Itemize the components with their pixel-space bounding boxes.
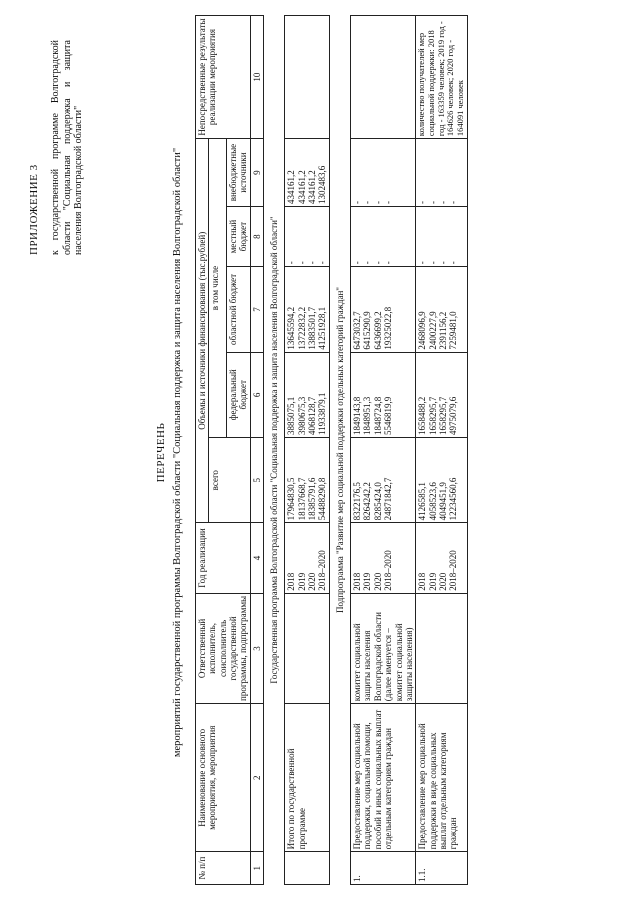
header-name: Наименование основного мероприятия, мероприятия bbox=[196, 704, 251, 852]
document-title: ПЕРЕЧЕНЬ bbox=[155, 422, 167, 483]
row-num: 1.1. bbox=[416, 852, 468, 885]
header-regional: областной бюджет bbox=[227, 267, 251, 352]
col-number: 4 bbox=[250, 523, 263, 593]
row-federal: 3885075,1 3980675,3 4068128,7 11933879,1 bbox=[285, 352, 329, 437]
measures-table bbox=[195, 15, 468, 885]
row-local: - - - - bbox=[285, 206, 329, 266]
col-number: 1 bbox=[250, 852, 263, 885]
col-number: 8 bbox=[250, 206, 263, 266]
appendix-subtitle: к государственной программе Волгоградской области "Социальная поддержка и защита населения Волгоградской области" bbox=[50, 40, 84, 255]
row-total: 17964830,5 18137668,7 18385791,6 54488290,8 bbox=[285, 438, 329, 523]
header-extra: внебюджетные источники bbox=[227, 139, 251, 207]
header-executor: Ответственный исполнитель, соисполнитель государственной программы, подпрограммы bbox=[196, 593, 251, 704]
row-years: 2018 2019 2020 2018–2020 bbox=[285, 523, 329, 593]
row-total: 8322176,5 8264242,2 8285424,0 24871842,7 bbox=[351, 438, 416, 523]
row-num bbox=[285, 852, 329, 885]
row-num: 1. bbox=[351, 852, 416, 885]
header-local: местный бюджет bbox=[227, 206, 251, 266]
header-results: Непосредственные результаты реализации мероприятия bbox=[196, 16, 251, 139]
col-number: 7 bbox=[250, 267, 263, 352]
header-num: № п/п bbox=[196, 852, 251, 885]
row-years: 2018 2019 2020 2018–2020 bbox=[416, 523, 468, 593]
col-number: 5 bbox=[250, 438, 263, 523]
row-executor: комитет социальной защиты населения Волгоградской области (далее именуется – комитет социальной защиты населения) bbox=[351, 593, 416, 704]
row-result: количество получателей мер социальной поддержки: 2018 год - 163359 человек; 2019 год - 164626 человек; 2020 год - 164091 человек bbox=[416, 16, 468, 139]
row-regional: 6473032,7 6415290,9 6436699,2 19325022,8 bbox=[351, 267, 416, 352]
header-total: всего bbox=[209, 438, 250, 523]
header-year: Год реализации bbox=[196, 523, 251, 593]
row-local: - - - - bbox=[351, 206, 416, 266]
row-executor bbox=[416, 593, 468, 704]
header-federal: федеральный бюджет bbox=[227, 352, 251, 437]
section-program: Государственная программа Волгоградской области "Социальная поддержка и защита населения Волгоградской области" bbox=[264, 16, 285, 885]
appendix-title: ПРИЛОЖЕНИЕ 3 bbox=[28, 164, 40, 255]
row-name: Предоставление мер социальной поддержки в виде социальных выплат отдельным категориям граждан bbox=[416, 704, 468, 852]
row-federal: 1849143,8 1848951,3 1848724,8 5546819,9 bbox=[351, 352, 416, 437]
table-row bbox=[285, 16, 329, 885]
header-incl: в том числе bbox=[209, 139, 227, 438]
header-funding: Объемы и источники финансирования (тыс.рублей) bbox=[196, 139, 209, 523]
col-number: 3 bbox=[250, 593, 263, 704]
table-row bbox=[351, 16, 416, 885]
row-regional: 2468096,9 2400227,9 2391156,2 7259481,0 bbox=[416, 267, 468, 352]
row-name: Предоставление мер социальной поддержки, социальной помощи, пособий и иных социальных выплат отдельным категориям граждан bbox=[351, 704, 416, 852]
col-number: 9 bbox=[250, 139, 263, 207]
row-federal: 1658488,2 1658295,7 1658295,7 4975079,6 bbox=[416, 352, 468, 437]
row-extra: - - - - bbox=[351, 139, 416, 207]
row-local: - - - - bbox=[416, 206, 468, 266]
col-number: 2 bbox=[250, 704, 263, 852]
row-result bbox=[285, 16, 329, 139]
row-total: 4126585,1 4058523,6 4049451,9 12234560,6 bbox=[416, 438, 468, 523]
row-extra: - - - - bbox=[416, 139, 468, 207]
row-executor bbox=[285, 593, 329, 704]
col-number: 10 bbox=[250, 16, 263, 139]
row-result bbox=[351, 16, 416, 139]
row-extra: 434161,2 434161,2 434161,2 1302483,6 bbox=[285, 139, 329, 207]
col-number: 6 bbox=[250, 352, 263, 437]
row-regional: 13645594,2 13722832,2 13883501,7 41251928,1 bbox=[285, 267, 329, 352]
row-name: Итого по государственной программе bbox=[285, 704, 329, 852]
section-subprogram: Подпрограмма "Развитие мер социальной поддержки отдельных категорий граждан" bbox=[329, 16, 350, 885]
document-subtitle: мероприятий государственной программы Волгоградской области "Социальная поддержка и защита населения Волгоградской области" bbox=[172, 147, 183, 758]
table-row bbox=[416, 16, 468, 885]
row-years: 2018 2019 2020 2018–2020 bbox=[351, 523, 416, 593]
